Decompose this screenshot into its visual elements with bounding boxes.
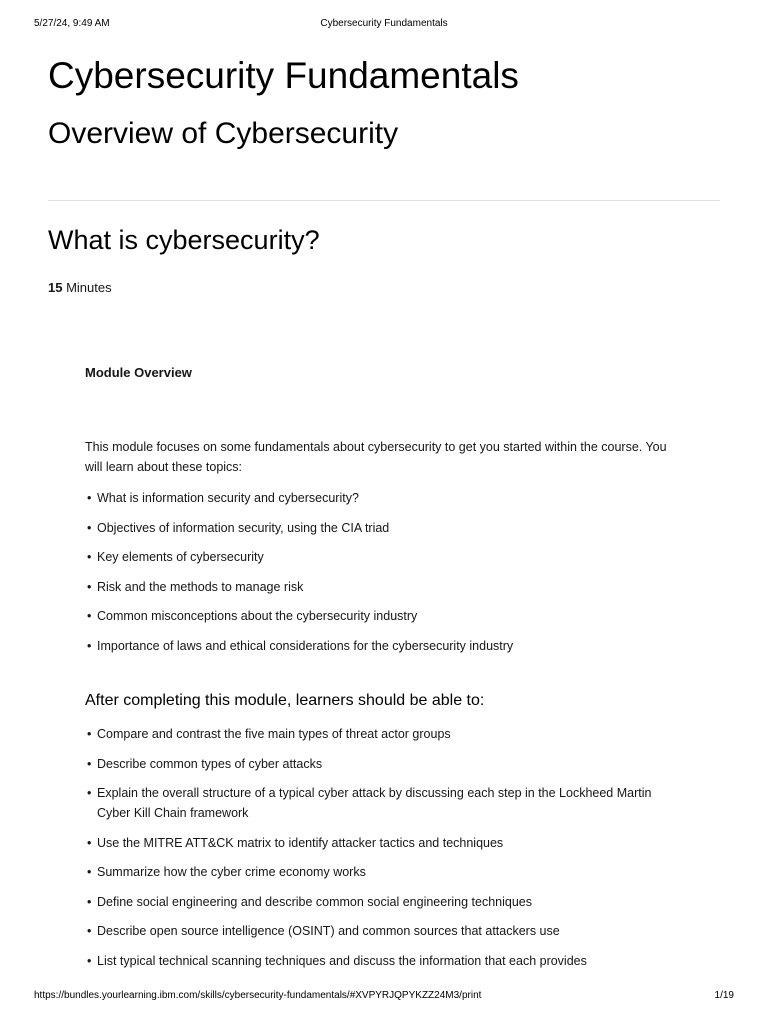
outcome-item: • Describe open source intelligence (OSINT) and common sources that attackers use (85, 921, 685, 941)
outcome-item: • Describe common types of cyber attacks (85, 754, 685, 774)
outcome-item: • List typical technical scanning techniques and discuss the information that each provides (85, 951, 685, 971)
outcome-item: • Summarize how the cyber crime economy works (85, 862, 685, 882)
topic-item: • Risk and the methods to manage risk (85, 577, 685, 597)
course-title: Cybersecurity Fundamentals (48, 55, 519, 96)
print-url: https://bundles.yourlearning.ibm.com/skills/cybersecurity-fundamentals/#XVPYRJQPYKZZ24M3/print (34, 990, 482, 1001)
topic-item: • Importance of laws and ethical considerations for the cybersecurity industry (85, 636, 685, 656)
outcome-item: • Use the MITRE ATT&CK matrix to identify attacker tactics and techniques (85, 833, 685, 853)
outcome-item: • Compare and contrast the five main types of threat actor groups (85, 724, 685, 744)
duration-unit: Minutes (66, 280, 112, 295)
topic-item: • Objectives of information security, using the CIA triad (85, 518, 685, 538)
topic-item: • Common misconceptions about the cybersecurity industry (85, 606, 685, 626)
page-number: 1/19 (714, 990, 734, 1001)
topic-item: • Key elements of cybersecurity (85, 547, 685, 567)
module-heading: Module Overview (85, 365, 192, 380)
duration-value: 15 (48, 280, 63, 295)
outcome-item: • Define social engineering and describe common social engineering techniques (85, 892, 685, 912)
outcome-item: • Explain the overall structure of a typical cyber attack by discussing each step in the Lockheed Martin Cyber Kill Chain framework (85, 783, 685, 823)
lesson-duration (48, 279, 112, 297)
print-title: Cybersecurity Fundamentals (320, 18, 448, 29)
course-subtitle: Overview of Cybersecurity (48, 117, 399, 150)
section-divider (48, 200, 720, 201)
topics-list (85, 488, 685, 665)
outcomes-list (85, 724, 685, 980)
print-header (34, 18, 734, 32)
print-footer (34, 990, 734, 1004)
lesson-title: What is cybersecurity? (48, 225, 320, 255)
module-intro: This module focuses on some fundamentals about cybersecurity to get you started within the course. You will learn about these topics: (85, 440, 667, 474)
topic-item: • What is information security and cybersecurity? (85, 488, 685, 508)
print-date: 5/27/24, 9:49 AM (34, 18, 110, 29)
outcomes-heading: After completing this module, learners should be able to: (85, 692, 485, 709)
